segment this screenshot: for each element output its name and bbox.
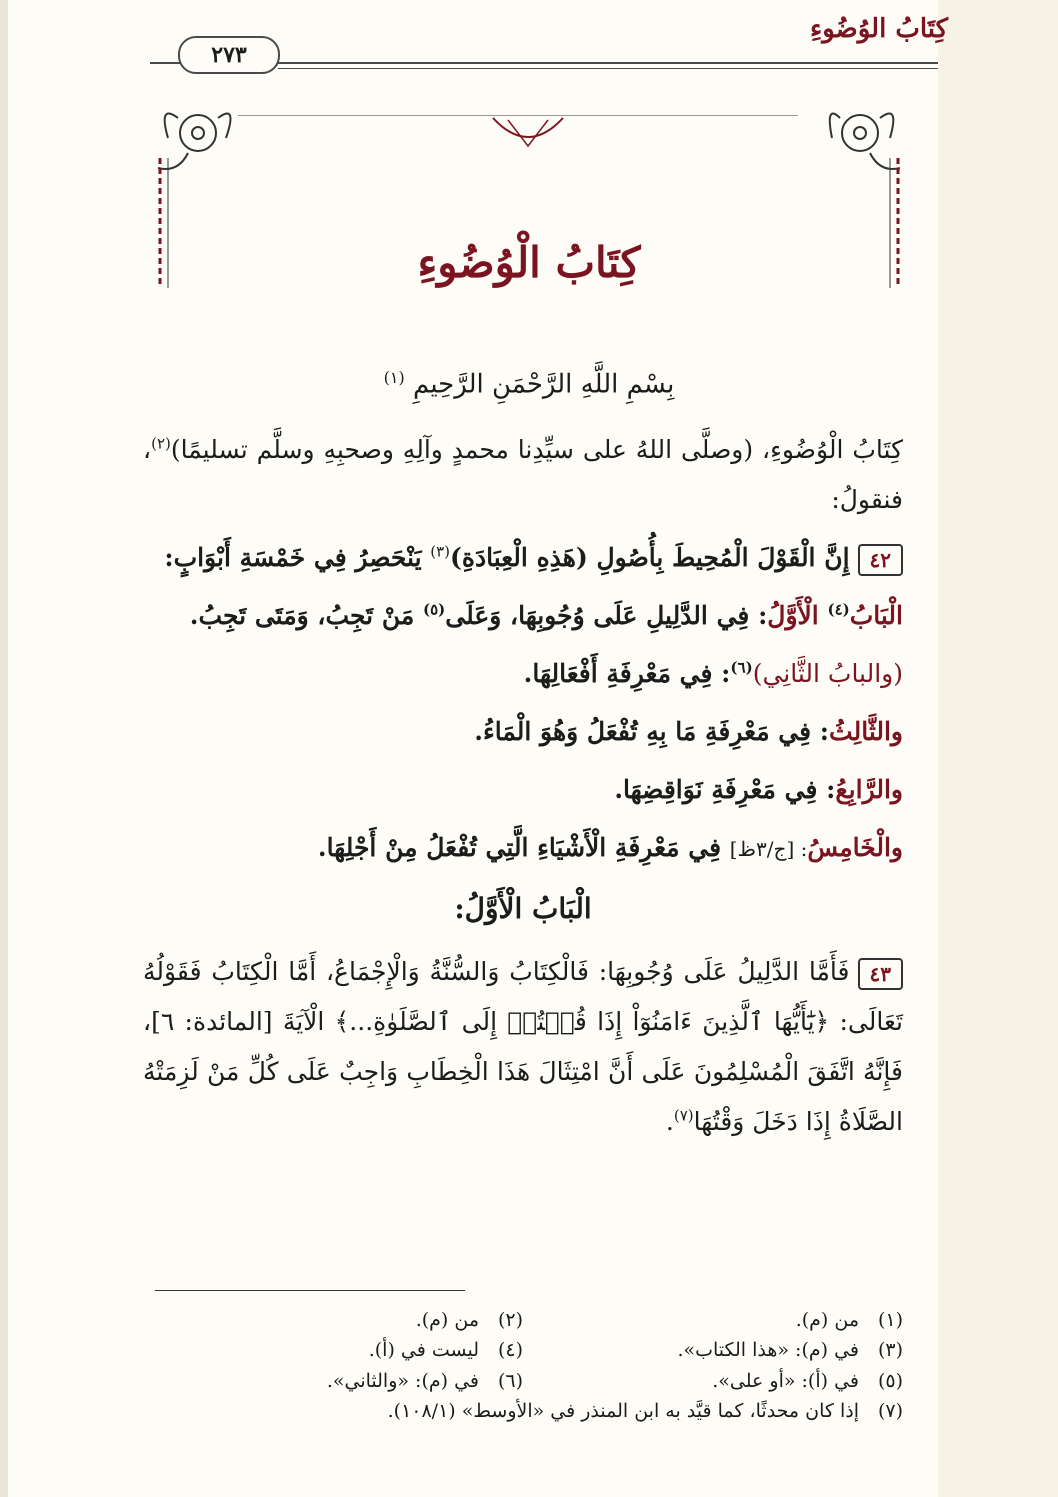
footnote-number: (٦) [497, 1369, 523, 1392]
intro-paragraph [143, 425, 903, 525]
footnote-number: (٧) [877, 1400, 903, 1423]
para43-text-b: . [665, 1107, 674, 1136]
footnote-5 [523, 1366, 903, 1396]
chapter-2-label: (والبابُ الثَّانِي) [752, 659, 903, 688]
chapter-5-text: فِي مَعْرِفَةِ الْأَشْيَاءِ الَّتِي تُفْعَلُ مِنْ أَجْلِهَا. [317, 833, 730, 862]
chapter-4-label: والرَّابِعُ [835, 775, 903, 804]
paragraph-number-42: ٤٢ [858, 544, 903, 576]
chapter-5-line [143, 823, 903, 873]
footnote-marker-6: (٦) [730, 658, 753, 677]
footnote-text: في (م): «والثاني». [326, 1369, 479, 1392]
chapter-3-text: : فِي مَعْرِفَةِ مَا بِهِ تُفْعَلُ وَهُوَ الْمَاءُ. [474, 717, 830, 746]
chapter-2-line [143, 649, 903, 699]
footnote-text: من (م). [415, 1309, 479, 1331]
footnote-6 [143, 1366, 523, 1396]
footnote-number: (٥) [877, 1369, 903, 1392]
chapter-1-label2: الْأَوَّلُ [767, 601, 828, 630]
footnote-7 [143, 1396, 903, 1426]
section-heading: الْبَابُ الْأَوَّلُ: [454, 892, 592, 925]
paragraph-number-43: ٤٣ [858, 958, 903, 990]
main-text [143, 425, 903, 1155]
chapter-5-label: والْخَامِسُ [807, 833, 903, 862]
intro-line1: كِتَابُ الْوُضُوءِ، (وصلَّى اللهُ على سيِّدِنا محمدٍ وآلِهِ وصحبِهِ وسلَّم تسليمًا) [170, 435, 903, 464]
chapter-1-label: الْبَابُ [849, 601, 903, 630]
footnote-text: إذا كان محدثًا، كما قيَّد به ابن المنذر في «الأوسط» (١٠٨/١). [387, 1400, 859, 1423]
header-rule-left [150, 62, 180, 64]
header-rule [278, 62, 938, 64]
next-page-strip [938, 0, 1058, 1497]
footnote-row [143, 1396, 903, 1426]
chapter-2-text: : فِي مَعْرِفَةِ أَفْعَالِهَا. [523, 659, 731, 688]
para42-text-b: يَنْحَصِرُ فِي خَمْسَةِ أَبْوَابٍ: [164, 543, 431, 572]
footnote-4 [143, 1335, 523, 1365]
footnote-marker-1: (١) [383, 368, 405, 387]
chapter-1-text-b: مَنْ تَجِبُ، وَمَتَى تَجِبُ. [189, 601, 423, 630]
footnote-text: في (أ): «أو على». [712, 1369, 859, 1392]
footnote-row [143, 1305, 903, 1335]
chapter-1-line [143, 591, 903, 641]
footnote-3 [523, 1335, 903, 1365]
chapter-4-text: : فِي مَعْرِفَةِ نَوَاقِضِهَا. [614, 775, 836, 804]
footnote-marker-3: (٣) [430, 542, 451, 561]
footnote-separator [155, 1290, 465, 1291]
footnote-marker-2: (٢) [151, 434, 171, 453]
para43-text-a: فَأَمَّا الدَّلِيلُ عَلَى وُجُوبِهَا: فَالْكِتَابُ وَالسُّنَّةُ وَالْإِجْمَاعُ، أَمَّا الْكِتَابُ فَقَوْلُهُ تَعَالَى: ﴿يَٰٓأَيُّهَا ٱلَّذِينَ ءَامَنُوٓاْ إِذَا قُمۡتُمۡ إِلَى ٱلصَّلَوٰةِ...﴾ الْآيَةَ [المائدة: ٦]، فَإِنَّهُ اتَّفَقَ الْمُسْلِمُونَ عَلَى أَنَّ امْتِثَالَ هَذَا الْخِطَابِ وَاجِبٌ عَلَى كُلِّ مَنْ لَزِمَتْهُ الصَّلَاةُ إِذَا دَخَلَ وَقْتُهَا [143, 957, 903, 1136]
footnote-number: (٢) [497, 1309, 523, 1331]
footnote-number: (٤) [497, 1339, 523, 1362]
footnote-2 [143, 1305, 523, 1335]
footnote-marker-5: (٥) [422, 600, 446, 619]
center-ornament-icon [488, 116, 568, 156]
chapter-1-text-a: : فِي الدَّلِيلِ عَلَى وُجُوبِهَا، وَعَلَى [445, 601, 768, 630]
footnote-1 [523, 1305, 903, 1335]
footnote-text: ليست في (أ). [368, 1339, 479, 1362]
footnote-marker-7: (٧) [673, 1106, 694, 1125]
chapter-4-line [143, 765, 903, 815]
chapter-3-label: والثَّالِثُ [829, 717, 903, 746]
para42-text-a: إِنَّ الْقَوْلَ الْمُحِيطَ بِأُصُولِ (هَذِهِ الْعِبَادَةِ) [450, 543, 850, 572]
footnote-text: في (م): «هذا الكتاب». [677, 1339, 859, 1362]
page-number: ٢٧٣ [178, 36, 280, 74]
basmala-text: بِسْمِ اللَّهِ الرَّحْمَنِ الرَّحِيمِ [413, 369, 675, 400]
footnote-number: (٣) [877, 1339, 903, 1362]
running-title: كِتَابُ الوُضُوءِ [810, 14, 948, 44]
page-edge [0, 0, 8, 1497]
footnote-number: (١) [877, 1309, 903, 1331]
paragraph-43 [143, 947, 903, 1147]
basmala [0, 368, 1058, 400]
manuscript-ref: : [ج/٣ظ] [729, 837, 808, 861]
footnote-text: من (م). [795, 1309, 859, 1331]
header-rule-thin [278, 68, 938, 69]
footnote-row [143, 1335, 903, 1365]
intro-line2: ، فنقولُ: [143, 435, 903, 514]
footnotes [143, 1305, 903, 1427]
chapter-3-line [143, 707, 903, 757]
chapter-title: كِتَابُ الْوُضُوءِ [417, 238, 641, 287]
paragraph-42 [143, 533, 903, 583]
footnote-row [143, 1366, 903, 1396]
footnote-marker-4: (٤) [827, 600, 850, 619]
